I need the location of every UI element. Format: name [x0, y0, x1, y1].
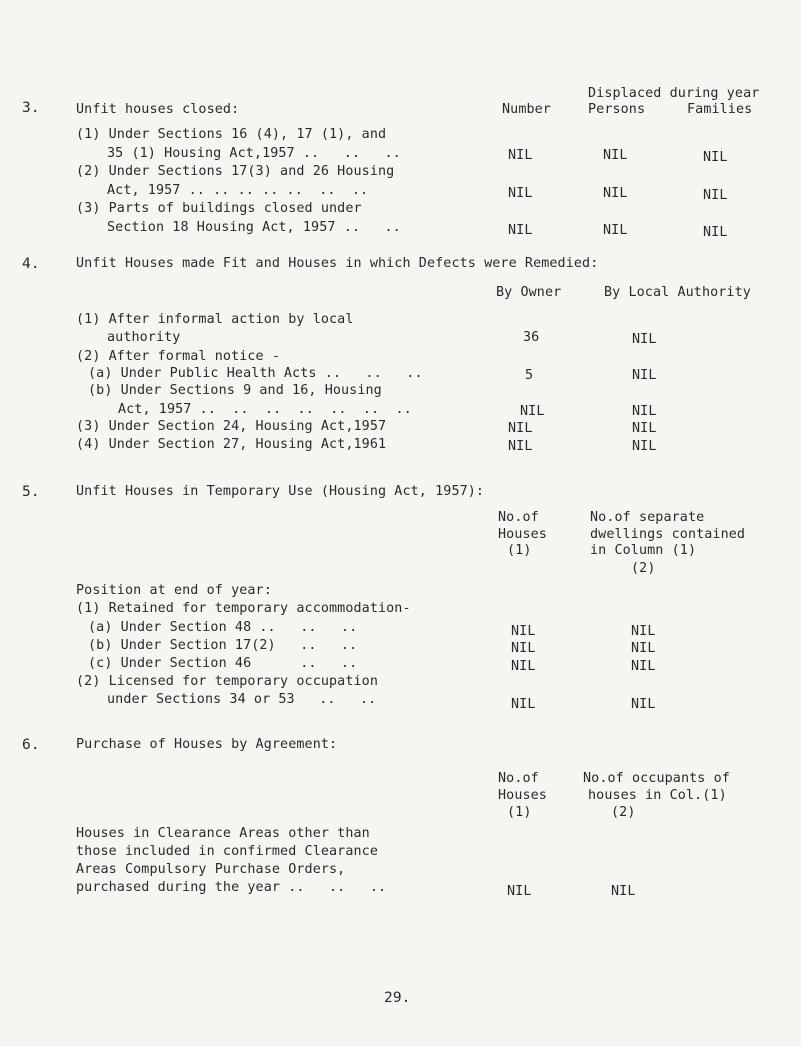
s3-row3-line1: (3) Parts of buildings closed under [76, 201, 362, 216]
s4-row3-la: NIL [632, 421, 657, 436]
col-by-owner-header: By Owner [496, 285, 562, 300]
s5-row2-line2: under Sections 34 or 53 .. .. [107, 692, 377, 707]
col-persons-header: Persons [588, 102, 646, 117]
s5-col2-line1: No.of separate [590, 510, 705, 525]
s5-row-c-houses: NIL [511, 659, 536, 674]
s3-row2-line1: (2) Under Sections 17(3) and 26 Housing [76, 164, 395, 179]
s3-row1-number: NIL [508, 148, 533, 163]
s6-col2-line3: (2) [611, 805, 636, 820]
page-number: 29. [384, 990, 411, 1006]
s5-row-b-dwellings: NIL [631, 641, 656, 656]
col-families-header: Families [687, 102, 753, 117]
s5-row1: (1) Retained for temporary accommodation- [76, 601, 411, 616]
s3-row1-families: NIL [703, 150, 728, 165]
s6-occupants-value: NIL [611, 884, 636, 899]
section-4-title: Unfit Houses made Fit and Houses in which Defects were Remedied: [76, 256, 599, 271]
s4-row1-line1: (1) After informal action by local [76, 312, 354, 327]
s4-row1-la: NIL [632, 332, 657, 347]
s5-row-b-houses: NIL [511, 641, 536, 656]
s3-row3-number: NIL [508, 223, 533, 238]
s5-row-a: (a) Under Section 48 .. .. .. [88, 620, 358, 635]
s4-row2b-la: NIL [632, 404, 657, 419]
s5-row2-dwellings: NIL [631, 697, 656, 712]
s5-row2-line1: (2) Licensed for temporary occupation [76, 674, 378, 689]
col-by-local-authority-header: By Local Authority [604, 285, 751, 300]
col-displaced-header: Displaced during year [588, 86, 760, 101]
s5-col1-line3: (1) [507, 543, 532, 558]
s3-row2-line2: Act, 1957 .. .. .. .. .. .. .. [107, 183, 369, 198]
s5-row-c-dwellings: NIL [631, 659, 656, 674]
s6-desc-line3: Areas Compulsory Purchase Orders, [76, 862, 346, 877]
s6-col1-line3: (1) [507, 805, 532, 820]
s6-houses-value: NIL [507, 884, 532, 899]
s4-row2-line1: (2) After formal notice - [76, 349, 281, 364]
s3-row2-persons: NIL [603, 186, 628, 201]
s5-col1-line2: Houses [498, 527, 547, 542]
s6-col2-line1: No.of occupants of [583, 771, 730, 786]
s4-row4-owner: NIL [508, 439, 533, 454]
s4-row3: (3) Under Section 24, Housing Act,1957 [76, 419, 387, 434]
s3-row3-line2: Section 18 Housing Act, 1957 .. .. [107, 220, 401, 235]
s5-row-a-dwellings: NIL [631, 624, 656, 639]
s5-col1-line1: No.of [498, 510, 539, 525]
s3-row1-line1: (1) Under Sections 16 (4), 17 (1), and [76, 127, 387, 142]
s6-col1-line1: No.of [498, 771, 539, 786]
s4-row2b-owner: NIL [520, 404, 545, 419]
section-6-title: Purchase of Houses by Agreement: [76, 737, 338, 752]
s3-row3-families: NIL [703, 225, 728, 240]
s4-row1-line2: authority [107, 330, 181, 345]
section-3-title: Unfit houses closed: [76, 102, 240, 117]
section-5-title: Unfit Houses in Temporary Use (Housing Act, 1957): [76, 484, 485, 499]
section-6-number: 6. [22, 737, 40, 753]
s3-row2-families: NIL [703, 188, 728, 203]
s5-col2-line3: in Column (1) [590, 543, 697, 558]
s5-col2-line4: (2) [631, 561, 656, 576]
s4-row2b-line2: Act, 1957 .. .. .. .. .. .. .. [118, 402, 412, 417]
s3-row3-persons: NIL [603, 223, 628, 238]
s4-row4: (4) Under Section 27, Housing Act,1961 [76, 437, 387, 452]
s5-position-heading: Position at end of year: [76, 583, 272, 598]
s5-row-b: (b) Under Section 17(2) .. .. [88, 638, 358, 653]
s6-desc-line2: those included in confirmed Clearance [76, 844, 378, 859]
s5-row-a-houses: NIL [511, 624, 536, 639]
s4-row2a-owner: 5 [525, 368, 534, 383]
s6-col1-line2: Houses [498, 788, 547, 803]
s6-desc-line1: Houses in Clearance Areas other than [76, 826, 370, 841]
s4-row3-owner: NIL [508, 421, 533, 436]
s5-row2-houses: NIL [511, 697, 536, 712]
section-4-number: 4. [22, 256, 40, 272]
s6-col2-line2: houses in Col.(1) [588, 788, 727, 803]
s3-row1-line2: 35 (1) Housing Act,1957 .. .. .. [107, 146, 401, 161]
s5-row-c: (c) Under Section 46 .. .. [88, 656, 358, 671]
section-3-number: 3. [22, 100, 40, 116]
s4-row2a: (a) Under Public Health Acts .. .. .. [88, 366, 423, 381]
s4-row2b-line1: (b) Under Sections 9 and 16, Housing [88, 383, 382, 398]
s6-desc-line4: purchased during the year .. .. .. [76, 880, 387, 895]
section-5-number: 5. [22, 484, 40, 500]
s3-row2-number: NIL [508, 186, 533, 201]
s4-row4-la: NIL [632, 439, 657, 454]
s3-row1-persons: NIL [603, 148, 628, 163]
s4-row1-owner: 36 [523, 330, 540, 345]
s5-col2-line2: dwellings contained [590, 527, 746, 542]
s4-row2a-la: NIL [632, 368, 657, 383]
col-number-header: Number [502, 102, 551, 117]
